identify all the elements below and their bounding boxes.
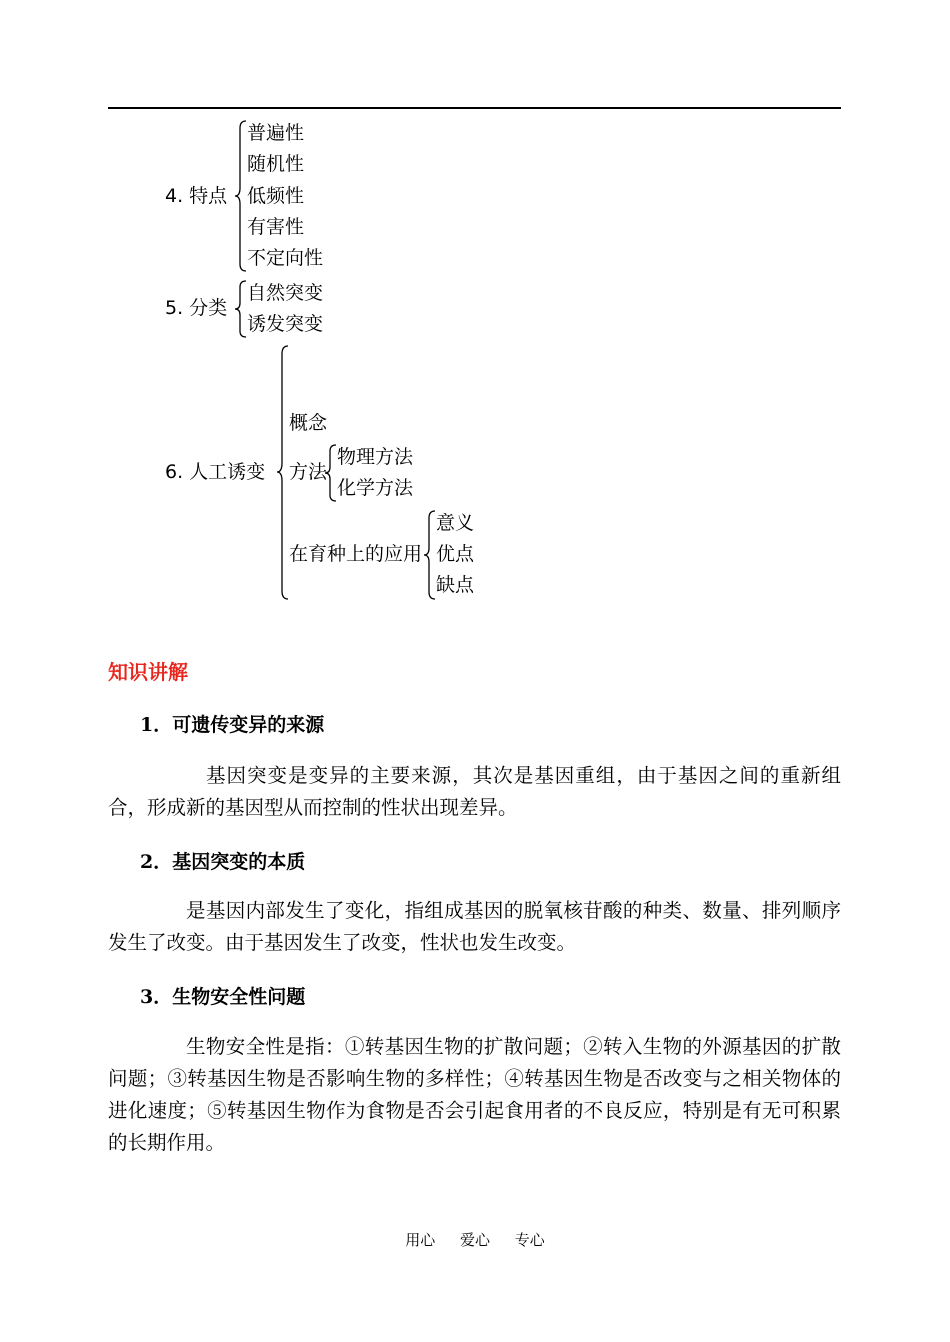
tree-4-item: 有害性 bbox=[247, 216, 305, 238]
tree-4-item: 不定向性 bbox=[247, 247, 324, 269]
header-rule bbox=[108, 107, 841, 109]
tree-6-label: 6. 人工诱变 bbox=[165, 461, 266, 483]
section-body-3: 生物安全性是指：①转基因生物的扩散问题；②转入生物的外源基因的扩散问题；③转基因生物是否影响生物的多样性；④转基因生物是否改变与之相关物体的进化速度；⑤转基因生物作为食物是否会引起食用者的不良反应，特别是有无可积累的长期作用。 bbox=[108, 1035, 841, 1154]
tree-5-item: 诱发突变 bbox=[247, 313, 324, 335]
tree-6-application-item: 缺点 bbox=[436, 574, 475, 596]
section-heading-2: 2．基因突变的本质 bbox=[140, 851, 306, 873]
section-title: 知识讲解 bbox=[108, 660, 188, 684]
tree-4-item: 普遍性 bbox=[247, 122, 305, 144]
tree-6-application-item: 优点 bbox=[436, 543, 475, 565]
tree-4-item: 低频性 bbox=[247, 185, 305, 207]
tree-6-method-brace bbox=[324, 444, 338, 502]
tree-6-application-item: 意义 bbox=[436, 512, 475, 534]
tree-6-application-brace bbox=[423, 510, 437, 600]
section-body-1: 基因突变是变异的主要来源，其次是基因重组，由于基因之间的重新组合，形成新的基因型从而控制的性状出现差异。 bbox=[108, 764, 841, 819]
footer-text: 专心 bbox=[514, 1231, 545, 1249]
footer-text: 用心 bbox=[405, 1231, 436, 1249]
tree-6-brace bbox=[276, 345, 290, 601]
section-body-2: 是基因内部发生了变化，指组成基因的脱氧核苷酸的种类、数量、排列顺序发生了改变。由于基因发生了改变，性状也发生改变。 bbox=[108, 899, 841, 954]
tree-4-brace bbox=[234, 120, 248, 272]
section-heading-1: 1．可遗传变异的来源 bbox=[140, 714, 325, 736]
tree-5-label: 5. 分类 bbox=[165, 297, 228, 319]
page-footer bbox=[0, 1229, 950, 1250]
tree-6-concept: 概念 bbox=[289, 412, 328, 434]
tree-4-item: 随机性 bbox=[247, 153, 305, 175]
tree-5-brace bbox=[234, 280, 248, 338]
tree-6-application: 在育种上的应用 bbox=[289, 543, 423, 565]
tree-6-method: 方法 bbox=[289, 461, 328, 483]
tree-6-method-item: 物理方法 bbox=[337, 446, 414, 468]
tree-5-item: 自然突变 bbox=[247, 282, 324, 304]
tree-6-method-item: 化学方法 bbox=[337, 477, 414, 499]
footer-text: 爱心 bbox=[459, 1231, 490, 1249]
section-heading-3: 3．生物安全性问题 bbox=[140, 986, 306, 1008]
tree-4-label: 4. 特点 bbox=[165, 185, 228, 207]
